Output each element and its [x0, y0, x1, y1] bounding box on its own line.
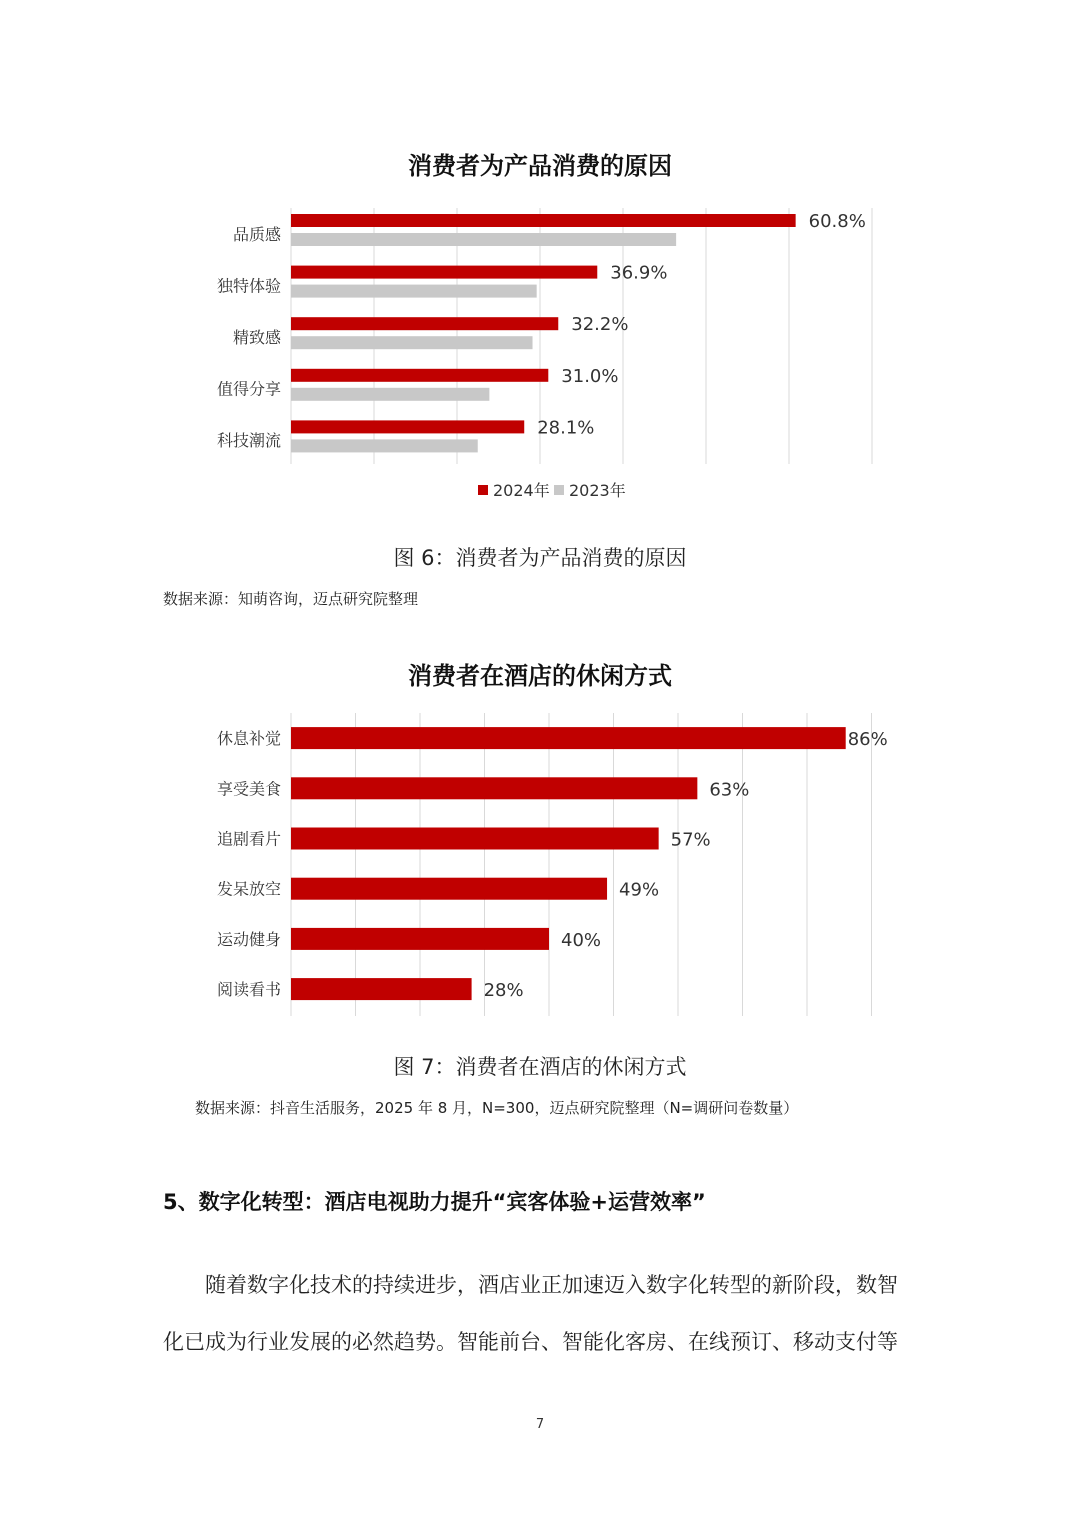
paragraph-line: 化已成为行业发展的必然趋势。智能前台、智能化客房、在线预订、移动支付等 [163, 1330, 898, 1354]
data-source-7: 数据来源：抖音生活服务，2025 年 8 月，N=300，迈点研究院整理（N=调研问卷数量） [195, 1099, 799, 1117]
chart-title-fig7: 消费者在酒店的休闲方式 [408, 662, 672, 690]
bar-2024 [291, 266, 597, 279]
chart-hotel-leisure [0, 710, 1080, 1030]
bar-2023 [291, 388, 489, 401]
legend-label-2023: 2023年 [569, 481, 626, 500]
category-label: 科技潮流 [216, 431, 281, 451]
bar [291, 828, 659, 850]
chart-title-fig6: 消费者为产品消费的原因 [408, 152, 672, 180]
data-label: 36.9% [610, 262, 668, 284]
category-label: 享受美食 [216, 779, 281, 799]
bar [291, 928, 549, 950]
data-label: 60.8% [808, 211, 866, 232]
data-label: 57% [670, 829, 711, 851]
data-label: 28.1% [537, 417, 595, 439]
bar-2023 [291, 285, 537, 298]
chart-consumption-reasons [0, 200, 1080, 530]
data-label: 63% [709, 779, 750, 801]
data-label: 31.0% [561, 365, 619, 387]
bar-2023 [291, 439, 478, 452]
data-label: 49% [619, 879, 660, 901]
bar-2024 [291, 317, 558, 330]
data-label: 40% [561, 929, 602, 951]
page-number: 7 [535, 1417, 545, 1432]
bar-2024 [291, 420, 524, 433]
category-label: 追剧看片 [216, 829, 281, 849]
legend-swatch-2023 [554, 485, 564, 495]
data-label: 32.2% [571, 314, 629, 336]
category-label: 运动健身 [216, 929, 281, 949]
category-label: 品质感 [232, 224, 281, 244]
bar-2024 [291, 369, 548, 382]
bar [291, 978, 472, 1000]
category-label: 休息补觉 [216, 729, 281, 749]
bar-2024 [291, 214, 796, 227]
figure-caption-6: 图 6：消费者为产品消费的原因 [393, 546, 687, 570]
category-label: 值得分享 [216, 379, 281, 399]
category-label: 阅读看书 [216, 980, 281, 1000]
figure-caption-7: 图 7：消费者在酒店的休闲方式 [393, 1055, 687, 1079]
paragraph-line: 随着数字化技术的持续进步，酒店业正加速迈入数字化转型的新阶段，数智 [205, 1273, 898, 1297]
data-label: 86% [847, 729, 888, 751]
legend-swatch-2024 [478, 485, 488, 495]
bar [291, 878, 607, 900]
data-label: 28% [483, 980, 524, 1002]
legend-label-2024: 2024年 [493, 481, 550, 500]
category-label: 独特体验 [216, 276, 281, 296]
bar [291, 777, 697, 799]
section-heading: 5、数字化转型：酒店电视助力提升“宾客体验+运营效率” [163, 1190, 706, 1214]
bar-2023 [291, 336, 533, 349]
data-source-6: 数据来源：知萌咨询，迈点研究院整理 [163, 590, 419, 608]
category-label: 发呆放空 [216, 879, 281, 899]
bar-2023 [291, 233, 676, 246]
category-label: 精致感 [232, 328, 281, 347]
bar [291, 727, 846, 749]
